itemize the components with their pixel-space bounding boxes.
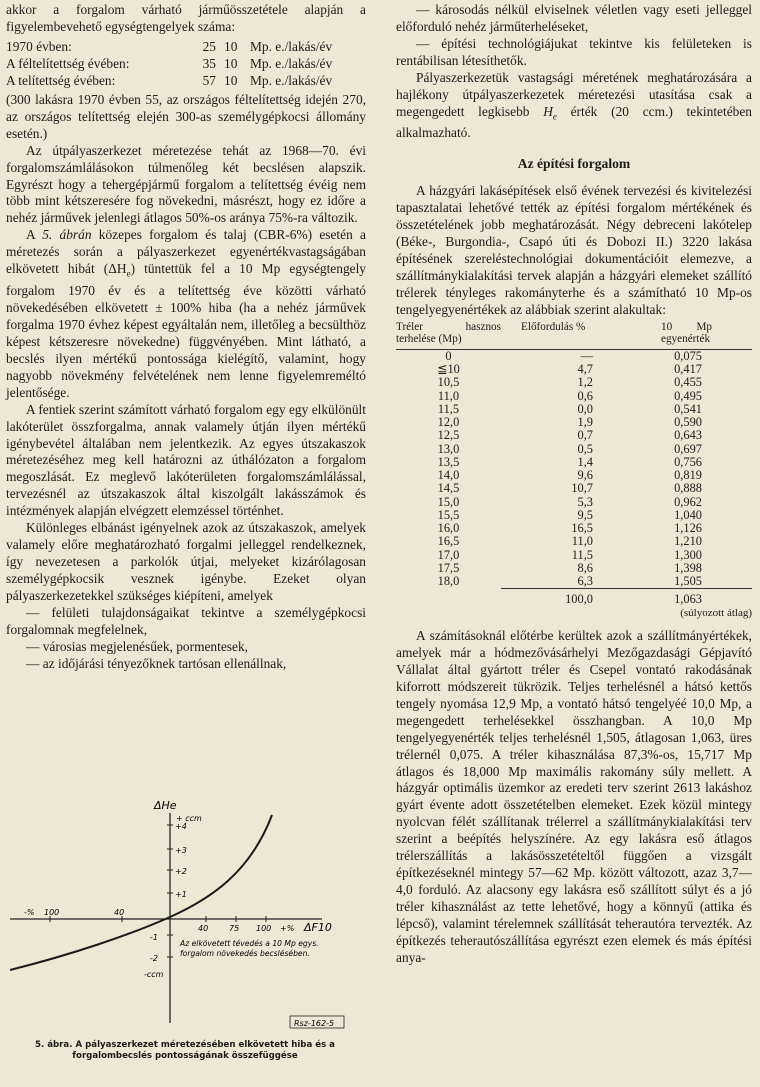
- table-row: [396, 376, 752, 389]
- table-cell: 1,126: [674, 521, 702, 536]
- y-tick-label: -1: [150, 933, 158, 942]
- trailer-table: [396, 321, 752, 620]
- table-cell: 14,0: [437, 468, 460, 483]
- table-cell: 1,505: [674, 574, 702, 589]
- table-row: [396, 535, 752, 548]
- figure-caption: [6, 1040, 364, 1062]
- paragraph-3: A fentiek szerint számított várható forgalom egy egy elkülönült lakóterület összforgalma, annak valamely útján ilyen mértékű igénybevétel általában nem jelentkezik. Az egyes útszakaszok méretezéséhez meg kell határozni az úthálózaton a forgalom megoszlását. Ez meglevő lakóterületen forgalomszámlálással, tervezésnél az útszakaszok által kiszolgált lakásszámok és intézmények alapján elvégzett elemzéssel történhet.: [6, 401, 366, 519]
- caption-line-1: 5. ábra. A pályaszerkezet méretezésében elkövetett hiba és a: [35, 1040, 335, 1050]
- paragraph-7: A számításoknál előtérbe kerültek azok a szállítmányértékek, amelyek már a hódmezővásárhelyi Mezőgazdasági Gépjavító Vállalat által gyártott tréler és Csepel vontató rakodásának kiforrott módszereit tükrözik. Teljes terhelésnél a hátsó kettős tengely nyomása 12,9 Mp, a vontató hátsó tengelyéé 10,0 Mp, a megengedett terhelésekkel összhangban. A 10,0 Mp tengelyegyenérték teljes terhelésnél 1,505, átlagosan 1,063, üres trélernél 0,075. A tréler kihasználása 87,3%-os, 15,717 Mp átlagos és 18,000 Mp maximális rakomány súly mellett. A házgyár optimális üzemkor az eredeti terv szerint 2613 lakáshoz gyárt évente adott összetételben elemeket. Ezek közül mintegy nyolcvan félét szállítanak trélerrel a szállítmánykialakítási terv szerint a beépítés helyszínére. Az egy lakásra eső átlagos trélerszállítás a lakásösszetételtől függően a vizsgált építkezéseknél mintegy 57—62 Mp. között változott, azaz 3,7—4,0 forduló. Az alacsony egy lakásra eső szállított súlyt és a jó tréler kihasználást az tette lehetővé, hogy a könnyű (attika és lépcső), valamint térelemnek szállítását teherautóra tervezték. Az építkezés teherautószállítása egyrészt ezen elemek és más építési anya-: [396, 627, 752, 965]
- table-cell: 1,040: [674, 507, 702, 522]
- left-column: [6, 2, 366, 673]
- y-tick-label: -2: [150, 954, 158, 963]
- year-label: A telítettség évében:: [6, 72, 116, 88]
- right-column: [396, 2, 752, 967]
- y-unit-bottom: -ccm: [144, 970, 164, 979]
- p2-text-a: A: [26, 227, 43, 243]
- table-cell: 0: [445, 348, 452, 363]
- table-cell: 4,7: [577, 362, 593, 377]
- table-note-row: [396, 607, 752, 620]
- list-item-2: — városias megjelenésűek, pormentesek,: [26, 638, 248, 654]
- table-row: [396, 390, 752, 403]
- table-cell: 1,398: [674, 560, 702, 575]
- table-cell: 8,6: [577, 560, 593, 575]
- table-cell: 0,7: [577, 428, 593, 443]
- table-cell: 0,0: [577, 401, 593, 416]
- x-tick-label: +%: [280, 924, 295, 933]
- p2-text-b: közepes forgalom és talaj (CBR-6%) esetén a méretezés során a pályaszerkezet egyenértékvastagságában elkövetett hibát (ΔH: [6, 227, 366, 277]
- table-sum-row: [396, 593, 752, 606]
- table-header: 10 Mp egyenérték: [661, 320, 712, 345]
- figure-annotation: Az elkövetett tévedés a 10 Mp egys.: [180, 939, 319, 948]
- year-unit: Mp. e./lakás/év: [250, 72, 333, 88]
- figure-annotation: forgalom növekedés becslésében.: [180, 949, 310, 958]
- table-cell: 16,5: [571, 521, 593, 536]
- y-tick-label: +1: [175, 890, 187, 899]
- figure-graph: [10, 795, 360, 1040]
- figure-code: Rsz-162-5: [294, 1019, 335, 1028]
- table-cell: 9,5: [577, 507, 593, 522]
- x-axis-label: ΔF10: [304, 921, 332, 934]
- table-cell: 14,5: [437, 481, 460, 496]
- table-cell: 16,0: [437, 521, 460, 536]
- table-cell: 0,075: [674, 348, 702, 363]
- table-cell: 10,5: [437, 375, 460, 390]
- table-header: Tréler hasznos terhelése (Mp): [396, 320, 501, 345]
- figure-5: [10, 795, 360, 1040]
- table-cell: 15,0: [437, 494, 460, 509]
- year-row: [6, 39, 366, 56]
- table-cell: 13,5: [437, 454, 460, 469]
- list-item-3: — az időjárási tényezőknek tartósan ellenállnak,: [26, 655, 287, 671]
- year-value: 57: [202, 72, 216, 88]
- table-cell: 1,4: [577, 454, 593, 469]
- p2-text-c: ) tüntettük fel a 10 Mp egységtengely forgalom 1970 év és a telítettség éve közötti várható növekedésében elkövetett ± 100% hiba (ha a nehéz járművek forgalma 1970 évhez képest egyáltalán nem, illetőleg a becsülthöz képest kétszeresre növekedne) függvényében. Mint látható, a becslés ilyen mértékű pontossága kielégítő, valamint, hogy nagyobb növekmény felvételének nem lenne figyelemreméltó jelentősége.: [6, 261, 366, 400]
- table-cell: 13,0: [437, 441, 460, 456]
- table-row: [396, 416, 752, 429]
- table-cell: 11,5: [437, 401, 460, 416]
- table-cell: 12,5: [437, 428, 460, 443]
- year-axle: 10: [224, 38, 238, 54]
- figure-reference: 5. ábrán: [42, 227, 92, 243]
- y-tick-label: +4: [175, 822, 187, 831]
- table-cell: 1,300: [674, 547, 702, 562]
- list-item-4: — károsodás nélkül elviselnek véletlen vagy eseti jelleggel előforduló nehéz járműterheléseket,: [396, 2, 752, 34]
- year-label: A féltelítettség évében:: [6, 55, 130, 71]
- x-tick-label: 100: [44, 908, 60, 917]
- table-row: [396, 363, 752, 376]
- paragraph-6: A házgyári lakásépítések első évének tervezési és kivitelezési tapasztalatai lehetővé tették az építési forgalom mértékének és összetételének jobb meghatározását. Négy debreceni lakótelep (Béke-, Burgondia-, Csapó úti és Dobozi II.) 3220 lakása építésének szereléstechnológiai dokumentációit elemezve, a szállítmánykialakítási tervek alapján a házgyári elemeket szállító trélerek tényleges rakományterhe és a számítható 10 Mp-os tengelyegyenértékek az alábbiak szerint alakultak:: [396, 183, 752, 317]
- table-cell: 0,888: [674, 481, 702, 496]
- caption-line-2: forgalombecslés pontosságának összefüggése: [72, 1051, 298, 1061]
- year-axle: 10: [224, 72, 238, 88]
- table-cell: 0,590: [674, 415, 702, 430]
- x-tick-label: 40: [198, 924, 209, 933]
- table-row: [396, 403, 752, 416]
- table-cell: 12,0: [437, 415, 460, 430]
- section-heading: Az építési forgalom: [517, 156, 631, 172]
- year-unit: Mp. e./lakás/év: [250, 38, 333, 54]
- table-cell: 0,495: [674, 388, 702, 403]
- p5-symbol: H: [543, 103, 553, 119]
- table-cell: ≦10: [437, 362, 460, 377]
- table-cell: 11,5: [571, 547, 593, 562]
- table-row: [396, 522, 752, 535]
- table-row: [396, 429, 752, 442]
- table-cell: 15,5: [437, 507, 460, 522]
- table-header-row: [396, 321, 752, 347]
- table-cell: 5,3: [577, 494, 593, 509]
- year-row: [6, 56, 366, 73]
- y-unit-top: + ccm: [176, 814, 202, 823]
- x-tick-label: 75: [229, 924, 240, 933]
- paragraph-5: [396, 70, 752, 142]
- table-cell: 0,541: [674, 401, 702, 416]
- table-cell: 0,6: [577, 388, 593, 403]
- table-cell: 16,5: [437, 534, 460, 549]
- p5-text-b: érték (20 ccm.) tekintetében alkalmazható.: [396, 103, 752, 141]
- table-cell: 6,3: [577, 574, 593, 589]
- table-sum-note: (súlyozott átlag): [680, 606, 752, 619]
- table-cell: 0,417: [674, 362, 702, 377]
- table-cell: 1,2: [577, 375, 593, 390]
- year-label: 1970 évben:: [6, 38, 72, 54]
- year-value: 25: [202, 38, 216, 54]
- note-paragraph: (300 lakásra 1970 évben 55, az országos féltelítettség idején 270, az országos telítettség elején 300-as személygépkocsi állomány esetén.): [6, 91, 366, 141]
- table-cell: 11,0: [571, 534, 593, 549]
- table-cell: 0,697: [674, 441, 702, 456]
- table-row: [396, 575, 752, 589]
- table-cell: 0,455: [674, 375, 702, 390]
- table-cell: 0,819: [674, 468, 702, 483]
- p5-text-a: Pályaszerkezetük vastagsági méretének meghatározására a hajlékony útpályaszerkezetek méretezési utasítása csak a megengedett legkisebb: [396, 69, 752, 119]
- year-list: [6, 39, 366, 90]
- table-cell: 9,6: [577, 468, 593, 483]
- table-header: Előfordulás %: [521, 320, 586, 333]
- list-item-1: — felületi tulajdonságaikat tekintve a személygépkocsi forgalomnak megfelelnek,: [6, 605, 366, 637]
- x-tick-label: 100: [256, 924, 272, 933]
- year-row: [6, 73, 366, 90]
- table-cell: 10,7: [571, 481, 593, 496]
- table-row: [396, 482, 752, 495]
- table-row: [396, 469, 752, 482]
- y-tick-label: +2: [175, 867, 187, 876]
- table-row: [396, 562, 752, 575]
- table-cell: 1,9: [577, 415, 593, 430]
- year-unit: Mp. e./lakás/év: [250, 55, 333, 71]
- p2-subscript: e: [126, 268, 131, 279]
- table-cell: —: [580, 348, 593, 363]
- y-tick-label: +3: [175, 846, 187, 855]
- table-cell: 17,0: [437, 547, 460, 562]
- table-cell: 0,5: [577, 441, 593, 456]
- table-cell: 11,0: [437, 388, 460, 403]
- table-sum-pct: 100,0: [565, 592, 593, 607]
- table-row: [396, 509, 752, 522]
- x-tick-label: -%: [24, 908, 35, 917]
- table-row: [396, 443, 752, 456]
- list-item-5: — építési technológiájukat tekintve kis felületeken is rentábilisan létesíthetők.: [396, 35, 752, 68]
- x-tick-label: 40: [114, 908, 125, 917]
- table-cell: 0,643: [674, 428, 702, 443]
- y-axis-label: ΔHe: [154, 799, 177, 812]
- table-cell: 0,962: [674, 494, 702, 509]
- table-row: [396, 349, 752, 363]
- table-body: [396, 349, 752, 589]
- p5-subscript: e: [552, 111, 557, 122]
- intro-paragraph: akkor a forgalom várható járműösszetétele alapján a figyelembevehető egységtengelyek száma:: [6, 2, 366, 34]
- table-sum-val: 1,063: [674, 592, 702, 607]
- table-cell: 0,756: [674, 454, 702, 469]
- table-row: [396, 549, 752, 562]
- year-axle: 10: [224, 55, 238, 71]
- table-cell: 17,5: [437, 560, 460, 575]
- table-cell: 1,210: [674, 534, 702, 549]
- year-value: 35: [202, 55, 216, 71]
- table-row: [396, 456, 752, 469]
- table-row: [396, 496, 752, 509]
- table-cell: 18,0: [437, 574, 460, 589]
- paragraph-2: [6, 227, 366, 401]
- paragraph-1: Az útpályaszerkezet méretezése tehát az 1968—70. évi forgalomszámlálásokon túlmenőleg két becslésen alapszik. Egyrészt hogy a tehergépjármű forgalom a telítettség évéig nem több mint kétszeresére fog növekedni, másrészt, hogy ez időre a nehéz járművek jelenlegi átlagos 50%-os aránya 75%-ra változik.: [6, 142, 366, 226]
- paragraph-4: Különleges elbánást igényelnek azok az útszakaszok, amelyek valamely előre meghatározható forgalmi jelleggel rendelkeznek, így nevezetesen a parkolók útjai, melyeket kizárólagosan személygépkocsik vesznek igénybe. Ezeket olyan pályaszerkezetekkel szükséges kiépíteni, amelyek: [6, 520, 366, 604]
